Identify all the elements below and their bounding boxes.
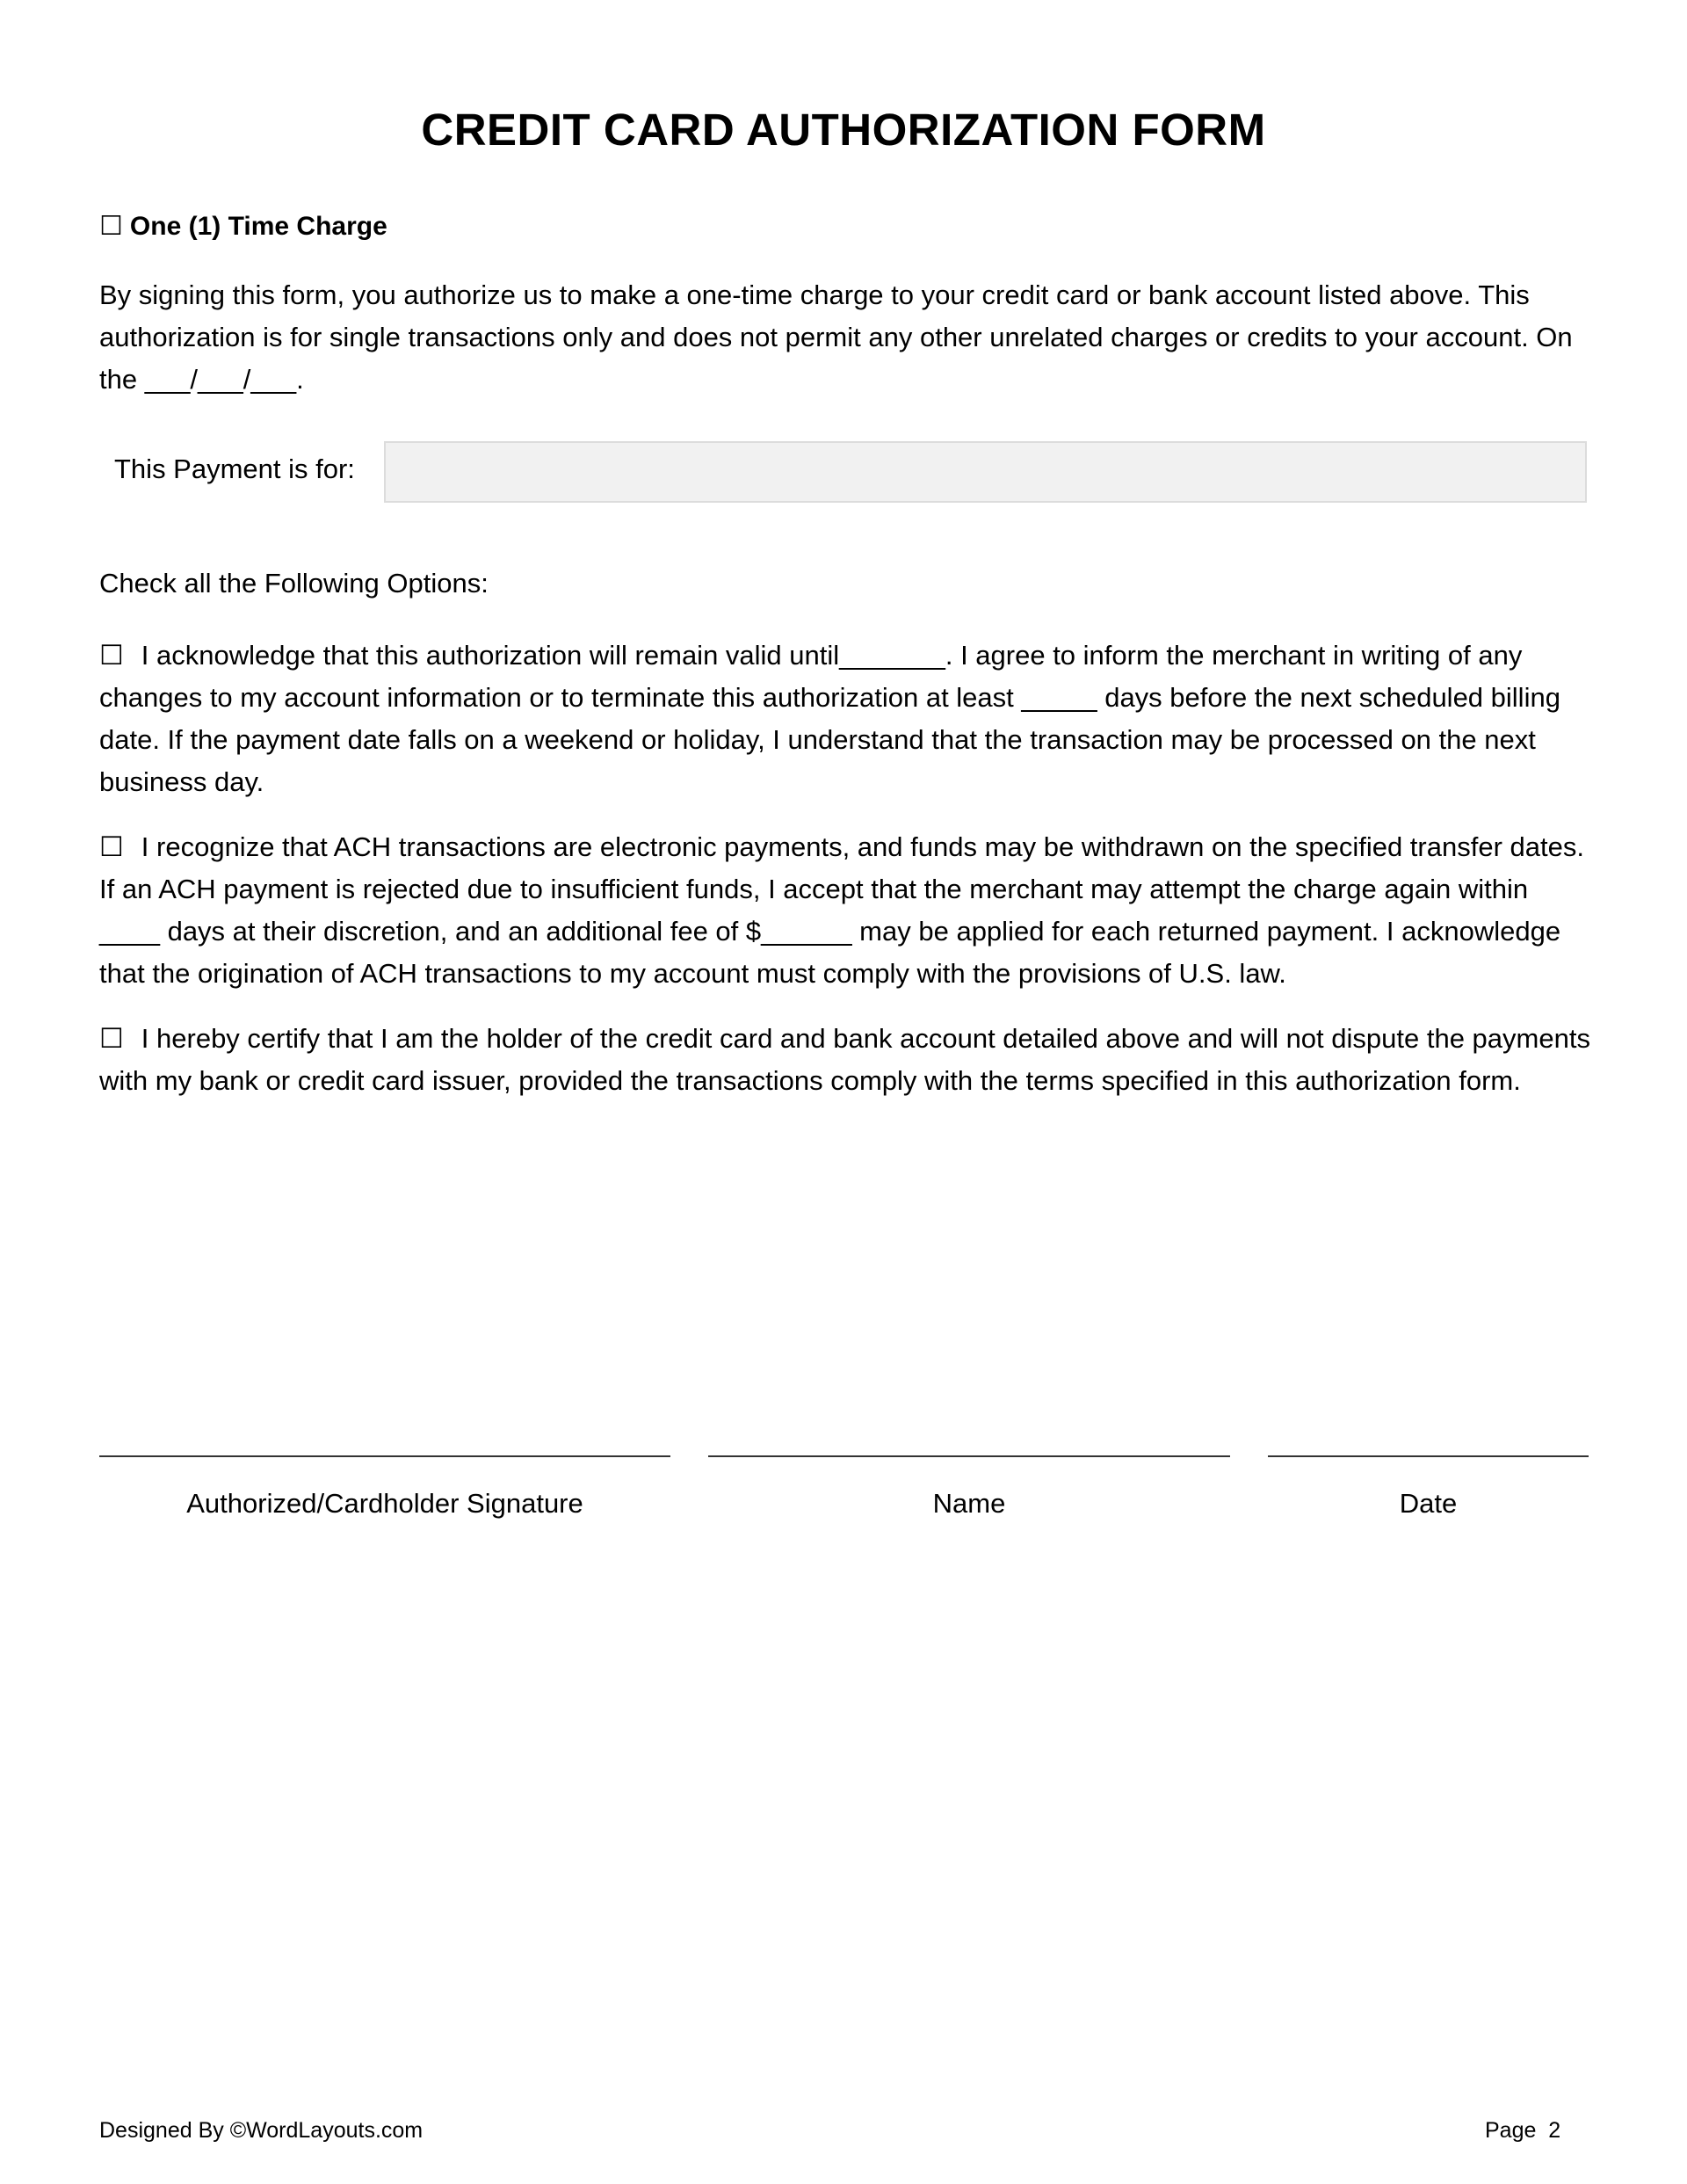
date-label: Date	[1399, 1488, 1458, 1519]
signature-line[interactable]	[99, 1455, 670, 1457]
one-time-charge-heading	[99, 211, 387, 242]
name-label: Name	[932, 1488, 1006, 1519]
option-ach-text: I recognize that ACH transactions are electronic payments, and funds may be withdrawn on the specified transfer dates. If an ACH payment is rejected due to insufficient funds, I accept that the merchant may attempt the charge again within ____ days at their discretion, and an additional fee of $______ may be applied for each returned payment. I acknowledge that the origination of ACH transactions to my account must comply with the provisions of U.S. law.	[99, 831, 1584, 989]
one-time-charge-paragraph: By signing this form, you authorize us to make a one-time charge to your credit card or bank account listed above. This authorization is for single transactions only and does not permit any other unrelated charges or credits to your account. On the ___/___/___.	[99, 279, 1573, 395]
option-validity	[99, 635, 1593, 803]
option-validity-text: I acknowledge that this authorization will remain valid until_______. I agree to inform the merchant in writing of any changes to my account information or to terminate this authorization at least _____ days before the next scheduled billing date. If the payment date falls on a weekend or holiday, I understand that the transaction may be processed on the next business day.	[99, 640, 1560, 797]
option-certify-text: I hereby certify that I am the holder of the credit card and bank account detailed above and will not dispute the payments with my bank or credit card issuer, provided the transactions comply with the terms specified in this authorization form.	[99, 1023, 1590, 1096]
footer-credit: Designed By ©WordLayouts.com	[99, 2118, 424, 2143]
option-ach-checkbox[interactable]: ☐	[99, 831, 124, 862]
one-time-charge-label: One (1) Time Charge	[129, 212, 387, 241]
name-line[interactable]	[708, 1455, 1230, 1457]
option-certify	[99, 1018, 1593, 1102]
options-heading: Check all the Following Options:	[99, 568, 489, 599]
date-line[interactable]	[1268, 1455, 1589, 1457]
option-validity-checkbox[interactable]: ☐	[99, 640, 124, 671]
option-ach	[99, 826, 1593, 995]
signature-label: Authorized/Cardholder Signature	[186, 1488, 583, 1519]
one-time-charge-checkbox[interactable]: ☐	[99, 212, 123, 241]
page-title: CREDIT CARD AUTHORIZATION FORM	[421, 105, 1266, 155]
option-certify-checkbox[interactable]: ☐	[99, 1023, 124, 1054]
footer-page-number: Page 2	[1485, 2118, 1561, 2143]
payment-for-label: This Payment is for:	[114, 453, 355, 484]
payment-for-field[interactable]	[384, 441, 1587, 503]
